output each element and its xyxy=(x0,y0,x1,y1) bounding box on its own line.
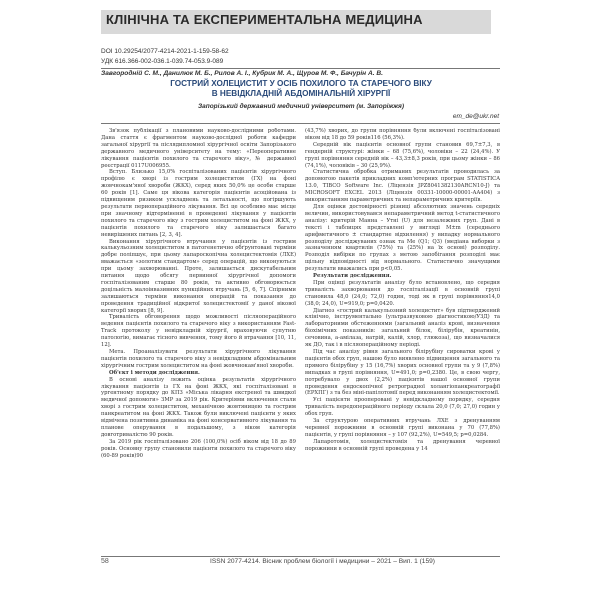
authors: Завгородній С. М., Данилюк М. Б., Рилов А. І., Кубрик М. А., Щуров М. Ф., Бачурін А. В. xyxy=(101,70,384,77)
paragraph: Діагноз «гострий калькульозний холецистит» був підтверджений клінічно, інструментально (ультразвуковою діагностикою/УЗД) та лабораторними обстеженнями (загальний аналіз крові, визначення біохімічних показників: загальний білок, білірубін, креатинін, сечовина, а-амілаза, натрій, калій, хлор, глюкоза), що визначалися як ДО, так і в післяопераційному періоді. xyxy=(305,307,500,349)
footer-divider xyxy=(101,556,500,557)
paragraph: При оцінці результатів аналізу було встановлено, що середня тривалість захворювання до госпіталізації в основній групі становила 48,0 (24,0; 72,0) годин, тоді як в групі порівняння14,0 (38,0; 24,0), U=919,0; p=0,0420. xyxy=(305,279,500,307)
paragraph: Мета. Проаналізувати результати хірургічного лікування пацієнтів похилого та старечого віку з невідкладним абдомінальним хірургічним гострим холециститом на фоні жовчнокам'яної хвороби. xyxy=(101,349,296,369)
paragraph: За 2019 рік госпіталізовано 206 (100,0%) осіб віком від 18 до 89 років. Основну групу становили пацієнти похилого та старечого віку (60-89 років)90 xyxy=(101,438,296,459)
paragraph: Лапаротомія, холецистектомія та дренування черевної порожнини в основній групі проведена у 14 xyxy=(305,438,500,452)
title-line-2: В НЕВІДКЛАДНІЙ АБДОМІНАЛЬНІЙ ХІРУРГІЇ xyxy=(211,89,391,98)
journal-citation: ISSN 2077-4214. Вісник проблем біології і медицини – 2021 – Вип. 1 (159) xyxy=(210,558,435,565)
paragraph: Статистична обробка отриманих результатів проводилась за допомогою пакетів прикладних комп'ютерних програм STATISTICA 13.0, TIBCO Software Inc. (Ліцензія JPZ8041382130ARCN10-J) та MICROSOFT EXCEL 2013 (Ліцензія 00331-10000-00001-AA404) з використанням параметричних та непараметричних критеріїв. xyxy=(305,169,500,204)
section-heading: Результати дослідження. xyxy=(313,273,392,280)
divider xyxy=(101,68,500,69)
paragraph: (43,7%) хворих, до групи порівняння були включені госпіталізовані віком від 18 до 59 років116 (56,3%). xyxy=(305,128,500,141)
title-line-1: ГОСТРИЙ ХОЛЕЦИСТИТ У ОСІБ ПОХИЛОГО ТА СТАРЕЧОГО ВІКУ xyxy=(170,79,432,88)
doi[interactable]: DOI 10.29254/2077-4214-2021-1-159-58-62 xyxy=(101,48,229,55)
article-title xyxy=(101,79,501,99)
paragraph: Під час аналізу рівня загального білірубіну сироватки крові у пацієнтів обох груп, нашою було виявлено підвищення загального та прямого білірубіну у 15 (16,7%) хворих основної групи та у 9 (7,8%) випадках в групі порівняння, U=491,0; p=0,2380. Це, в свою чергу, потребувало у двох (2,2%) пацієнтів нашої основної групи проведення ендоскопічної ретроградної холангіопанкреатографії (ЕРХПГ) з та без мiнi-папілотомії перед виконанням холецистектомії. xyxy=(305,349,500,397)
paragraph: В основі аналізу лежить оцінка результатів хірургічного лікування пацієнтів із ГХ на фоні ЖКХ, які госпіталізовані в ургентному порядку до КПЗ «Міська лікарня екстреної та швидкої медичної допомоги» ЗМР за 2019 рік. Критеріями включення стали хворі з гострим холециститом, механічною жовтяницею та гострим панкреатитом на фоні ЖКХ. Також були виключені пацієнти у яких відмічена позитивна динаміка на фоні консервативного лікування та планове оперування в подальшому, з віком категорія довготривалістю 90 років. xyxy=(101,376,296,438)
udc: УДК 616.366-002-036.1-039.74-053.9-089 xyxy=(101,58,224,65)
author-email[interactable]: em_de@ukr.net xyxy=(452,113,499,120)
paragraph: Зв'язок публікації з плановими науково-дослідними роботами. Дана стаття є фрагментом науково-дослідної роботи кафедри загальної хірургії та післядипломної хірургічної освіти Запорізького державного медичного університету на тему: «Переоперативне лікування пацієнтів похилого та старечого віку», № державної реєстрації 0117U006955. xyxy=(101,128,296,169)
section-heading: Об'єкт і методи дослідження. xyxy=(109,369,200,376)
section-header: КЛІНІЧНА ТА ЕКСПЕРИМЕНТАЛЬНА МЕДИЦИНА xyxy=(106,12,423,27)
left-column xyxy=(101,128,296,556)
paragraph: Для оцінки достовірності різниці абсолютних значень середніх величин, використовувався непараметричний метод t-статистичного аналізу: критерій Манна – Утні (U) для незалежних груп. Дані в тексті і таблицях представлені у вигляді M±m (середнього арифметичного ± стандартне відхилення) у випадку нормального розподілу досліджуваних ознак та Me (Q1; Q3) (медіана виборки з зазначенням квартилів (75%) та (25%) на їх основі) розподілу. Розподіл вибірки по групах з метою запобігання розподілі має щільну відповідності від нормального. Статистично значущими результати вважались при p<0,05. xyxy=(305,203,500,273)
paragraph: Виконання хірургічного втручання у пацієнтів із гострим калькульозним холециститом в патогенетично обґрунтовані терміни добре поліпшує, при цьому лапароскопічна холецистектомія (ЛХЕ) вважається «золотим стандартом» серед операцій, що виконуються при цьому захворюванні. Проте, залишається дискутабельним питання щодо обсягу первинної хірургічної допомоги госпіталізованим старше 80 років, та активно обговорюється доцільність малоінвазивних пункційних втручань [5, 6, 7]. Спірними залишаються терміни виконання операцій та показання до проведення традиційної відкритої холецистектомії у даної вікової категорії хворих [8, 9]. xyxy=(101,238,296,314)
paragraph: За структурою оперативних втручань ЛХЕ з дренуванням черевної порожнини в основній групі виконана у 70 (77,8%) пацієнтів, у групі порівняння – у 107 (92,2%), U=549,5; p=0,0284. xyxy=(305,418,500,438)
divider xyxy=(101,123,500,124)
right-column xyxy=(305,128,500,556)
page-number: 58 xyxy=(101,558,109,565)
affiliation: Запорізький державний медичний університет (м. Запоріжжя) xyxy=(197,103,405,110)
paragraph: Тривалість обговорення щодо можливості післяопераційного ведення пацієнтів похилого та старечого віку з використанням Fast-Track протоколу у невідкладній хірургії, враховуючи супутню патологію, вимагає тісного вивчення, тому його й втрачання [10, 11, 12]. xyxy=(101,314,296,349)
paragraph: Вступ. Близько 15,0% госпіталізованих пацієнтів хірургічного профілю є хворі із гострим холециститом (ГХ) на фоні жовчнокам'яної хвороби (ЖКХ), серед яких 50,0% це особи старше 60 років [1]. Саме ця вікова категорія пацієнтів асоційована із підвищеним ризиком ускладнень та летальності, що погіршують результати периопераційного лікування. Всі це особливо має місце при значному відтерміненні в проведенні лікування у пацієнтів похилого та старечого віку з гострим холециститом на фоні ЖКХ, у пацієнтів похилого та старечого віку залишається багато невирішених питань [2, 3, 4]. xyxy=(101,169,296,238)
paragraph: Усі пацієнти прооперовані у невідкладному порядку, середня тривалість передопераційного періоду склала 20,0 (7,0; 27,0) годин у обох груп. xyxy=(305,397,500,418)
paragraph: Середній вік пацієнтів основної групи становив 69,7±7,3, в гендерній структурі: жінки – 68 (75,6%), чоловіки – 22 (24,4%). У групі порівняння середній вік – 43,3±8,3 років, при цьому жінки – 86 (74,1%), чоловіків – 30 (25,9%). xyxy=(305,141,500,169)
